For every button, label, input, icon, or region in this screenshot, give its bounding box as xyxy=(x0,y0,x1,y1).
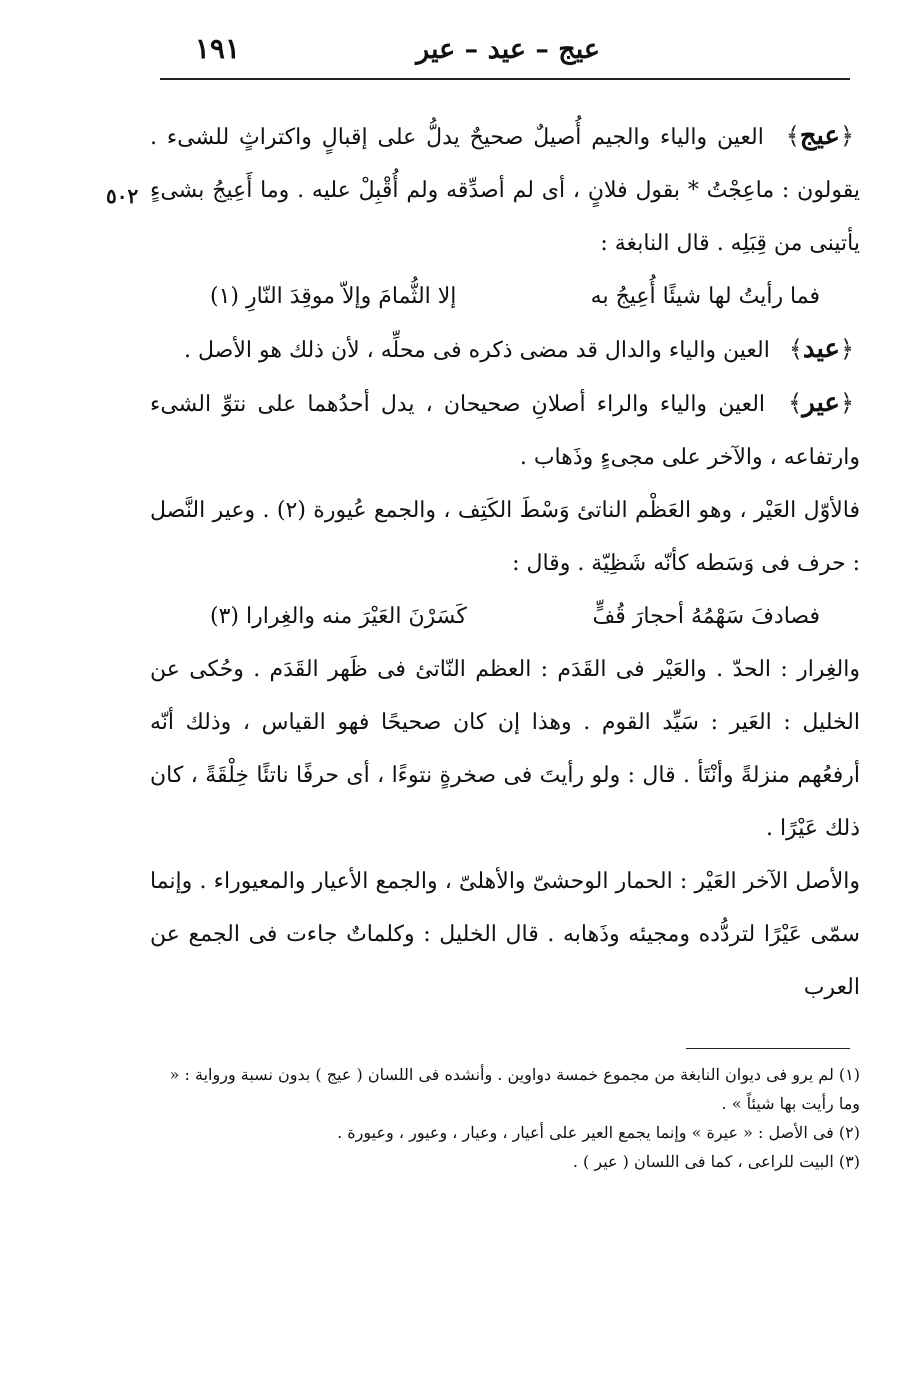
entry-ayr-text: العين والياء والراء أصلانِ صحيحان ، يدل أحدُهما على نتوِّ الشىء وارتفاعه ، والآخر على مجىءٍ وذَهاب . xyxy=(150,392,860,470)
headword-ayr: ﴿عير﴾ xyxy=(788,388,854,418)
verse-nabigha-second-hemistich: إلا الثُّمامَ وإلاّ موقِدَ النّارِ (١) xyxy=(210,284,457,309)
headword-ayj-text: عيج xyxy=(799,121,840,151)
headword-ayd: ﴿عيد﴾ xyxy=(788,334,854,364)
entry-ayr xyxy=(150,377,860,484)
page-header xyxy=(160,30,840,74)
entry-ayj-text: العين والياء والجيم أُصيلٌ صحيحٌ يدلُّ على إقبالٍ واكتراثٍ للشىء . يقولون : ماعِجْتُ * بقول فلانٍ ، أى لم أصدِّقه ولم أُقْبِلْ عليه . وما أَعِيجُ بشىءٍ يأتينى من قِبَلِه . قال النابغة : xyxy=(150,125,860,256)
verse-rai-second-hemistich: كَسَرْنَ العَيْرَ منه والغِرارا (٣) xyxy=(210,604,467,629)
entry-ayd xyxy=(150,323,860,377)
verse-nabigha xyxy=(150,270,860,323)
verse-rai-first-hemistich: فصادفَ سَهْمُهُ أحجارَ قُفٍّ xyxy=(592,604,820,629)
footnote-divider xyxy=(686,1048,850,1049)
verse-rai xyxy=(150,590,860,643)
headword-ayd-text: عيد xyxy=(802,334,840,364)
entry-ayr-paragraph-3: والغِرار : الحدّ . والعَيْر فى القَدَم : العظم النّاتئ فى ظَهر القَدَم . وحُكى عن الخليل : العَير : سَيِّد القوم . وهذا إن كان صحيحًا فهو القياس ، وذلك أنّه أرفعُهم منزلةً وأنْتَأ . قال : ولو رأيتَ فى صخرةٍ نتوءًا ، أى حرفًا ناتئًا خِلْقَةً ، كان ذلك عَيْرًا . xyxy=(150,657,860,841)
verse-nabigha-first-hemistich: فما رأيتُ لها شيئًا أُعِيجُ به xyxy=(590,284,820,309)
footnotes xyxy=(150,1060,860,1176)
footnote-2: (٢) فى الأصل : « عيرة » وإنما يجمع العير على أعيار ، وعيار ، وعيور ، وعيورة . xyxy=(337,1123,860,1142)
entry-ayd-text: العين والياء والدال قد مضى ذكره فى محلِّه ، لأن ذلك هو الأصل . xyxy=(184,338,770,363)
headword-ayj: ﴿عيج﴾ xyxy=(785,121,854,151)
running-title: عيج – عيد – عير xyxy=(416,34,600,65)
entry-ayj xyxy=(150,110,860,270)
page-number: ١٩١ xyxy=(194,32,240,65)
footnote-1: (١) لم يرو فى ديوان النابغة من مجموع خمسة دواوين . وأنشده فى اللسان ( عيج ) بدون نسبة ورواية : « وما رأيت بها شيئاً » . xyxy=(169,1065,860,1113)
header-divider xyxy=(160,78,850,80)
marginal-number: ٥٠٢ xyxy=(106,184,139,208)
footnote-3: (٣) البيت للراعى ، كما فى اللسان ( عير ) . xyxy=(572,1152,860,1171)
headword-ayr-text: عير xyxy=(802,388,840,418)
page-body xyxy=(150,110,860,1014)
entry-ayr-paragraph-4: والأصل الآخر العَيْر : الحمار الوحشىّ والأهلىّ ، والجمع الأعيار والمعيوراء . وإنما سمّى عَيْرًا لتردُّده ومجيئه وذَهابه . قال الخليل : وكلماتٌ جاءت فى الجمع عن العرب xyxy=(150,869,860,1000)
entry-ayr-paragraph-2: فالأوّل العَيْر ، وهو العَظْم الناتئ وَسْطَ الكَتِف ، والجمع عُيورة (٢) . وعير النَّصل : حرف فى وَسَطه كأنّه شَظِيّة . وقال : xyxy=(150,498,860,576)
